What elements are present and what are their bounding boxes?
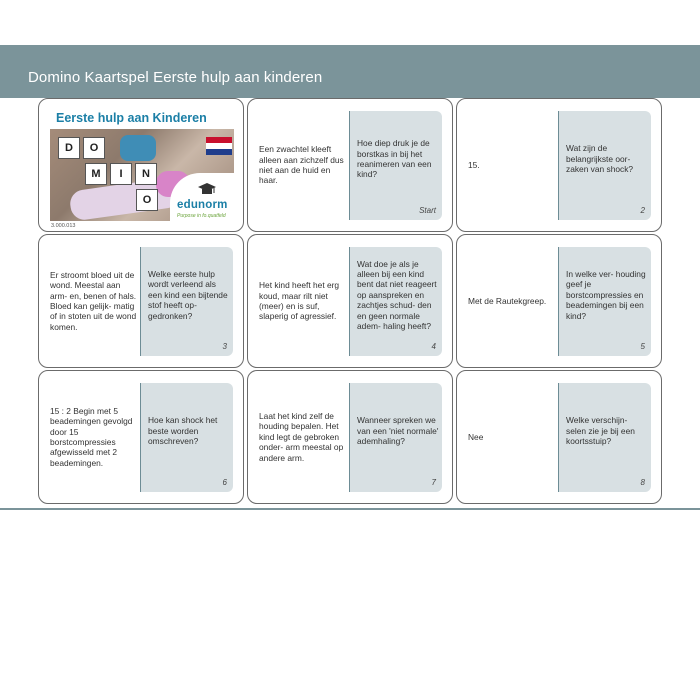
header-bar <box>0 45 700 98</box>
footer-divider <box>0 508 700 510</box>
domino-card <box>247 98 453 232</box>
card-question-panel <box>140 247 233 356</box>
card-question: Hoe kan shock het beste worden omschreven? <box>148 415 218 447</box>
domino-card <box>247 370 453 504</box>
domino-tile: O <box>83 137 105 159</box>
card-question-panel <box>558 383 651 492</box>
card-number: 4 <box>431 342 436 351</box>
domino-tile: N <box>135 163 157 185</box>
domino-tile: M <box>85 163 107 185</box>
title-card <box>38 98 244 232</box>
cover-photo <box>50 129 234 221</box>
card-question-panel <box>140 383 233 492</box>
domino-card <box>456 370 662 504</box>
card-number: 6 <box>222 478 227 487</box>
title-card-heading: Eerste hulp aan Kinderen <box>56 111 207 125</box>
card-number: 2 <box>640 206 645 215</box>
card-question-panel <box>558 111 651 220</box>
graduation-cap-icon <box>198 183 216 197</box>
domino-card <box>38 234 244 368</box>
card-question: Wanneer spreken we van een 'niet normale' ademhaling? <box>357 415 439 447</box>
card-question: Wat zijn de belangrijkste oor- zaken van shock? <box>566 143 634 175</box>
domino-card <box>456 98 662 232</box>
card-answer: Laat het kind zelf de houding bepalen. Het kind legt de gebroken onder- arm meestal op andere arm. <box>259 410 344 463</box>
card-question-panel <box>558 247 651 356</box>
card-number: 5 <box>640 342 645 351</box>
card-answer: Er stroomt bloed uit de wond. Meestal aan arm- en, benen of hals. Bloed kan gelijk- matig of in stoten uit de wond komen. <box>50 269 137 332</box>
page-title: Domino Kaartspel Eerste hulp aan kinderen <box>28 69 323 86</box>
card-question: Hoe diep druk je de borstkas in bij het reanimeren van een kind? <box>357 138 432 180</box>
domino-card <box>247 234 453 368</box>
dutch-flag-icon <box>206 137 232 155</box>
card-question-panel <box>349 383 442 492</box>
card-answer: 15. <box>468 159 480 170</box>
card-question-panel <box>349 111 442 220</box>
card-answer: 15 : 2 Begin met 5 beademingen gevolgd door 15 borstcompressies afgewisseld met 2 beademingen. <box>50 405 133 468</box>
brand-tagline: Purpose in fo.quatfeld <box>177 213 226 219</box>
domino-card <box>38 370 244 504</box>
domino-tile: D <box>58 137 80 159</box>
card-answer: Een zwachtel kleeft alleen aan zichzelf dus niet aan de huid en haar. <box>259 144 344 186</box>
product-code: 3.000.013 <box>51 223 76 229</box>
card-number: 7 <box>431 478 436 487</box>
card-answer: Nee <box>468 431 484 442</box>
card-number: 8 <box>640 478 645 487</box>
card-number: Start <box>419 206 436 215</box>
card-answer: Het kind heeft het erg koud, maar rilt niet (meer) en is suf, slaperig of agressief. <box>259 280 340 322</box>
card-question-panel <box>349 247 442 356</box>
brand-logo: edunorm <box>177 199 228 211</box>
card-number: 3 <box>222 342 227 351</box>
card-question: Welke verschijn- selen zie je bij een koortsstuip? <box>566 415 635 447</box>
domino-card <box>456 234 662 368</box>
domino-tile: I <box>110 163 132 185</box>
card-question: Wat doe je als je alleen bij een kind bent dat niet reageert op aanspreken en zachtjes schud- den en geen normale adem- haling heeft? <box>357 258 437 332</box>
photo-rescuer <box>120 135 156 161</box>
domino-tile: O <box>136 189 158 211</box>
card-question: Welke eerste hulp wordt verleend als een kind een bijtende stof heeft op- gedronken? <box>148 268 228 321</box>
card-question: In welke ver- houding geef je borstcompressies en beademingen bij een kind? <box>566 268 646 321</box>
card-answer: Met de Rautekgreep. <box>468 295 547 306</box>
